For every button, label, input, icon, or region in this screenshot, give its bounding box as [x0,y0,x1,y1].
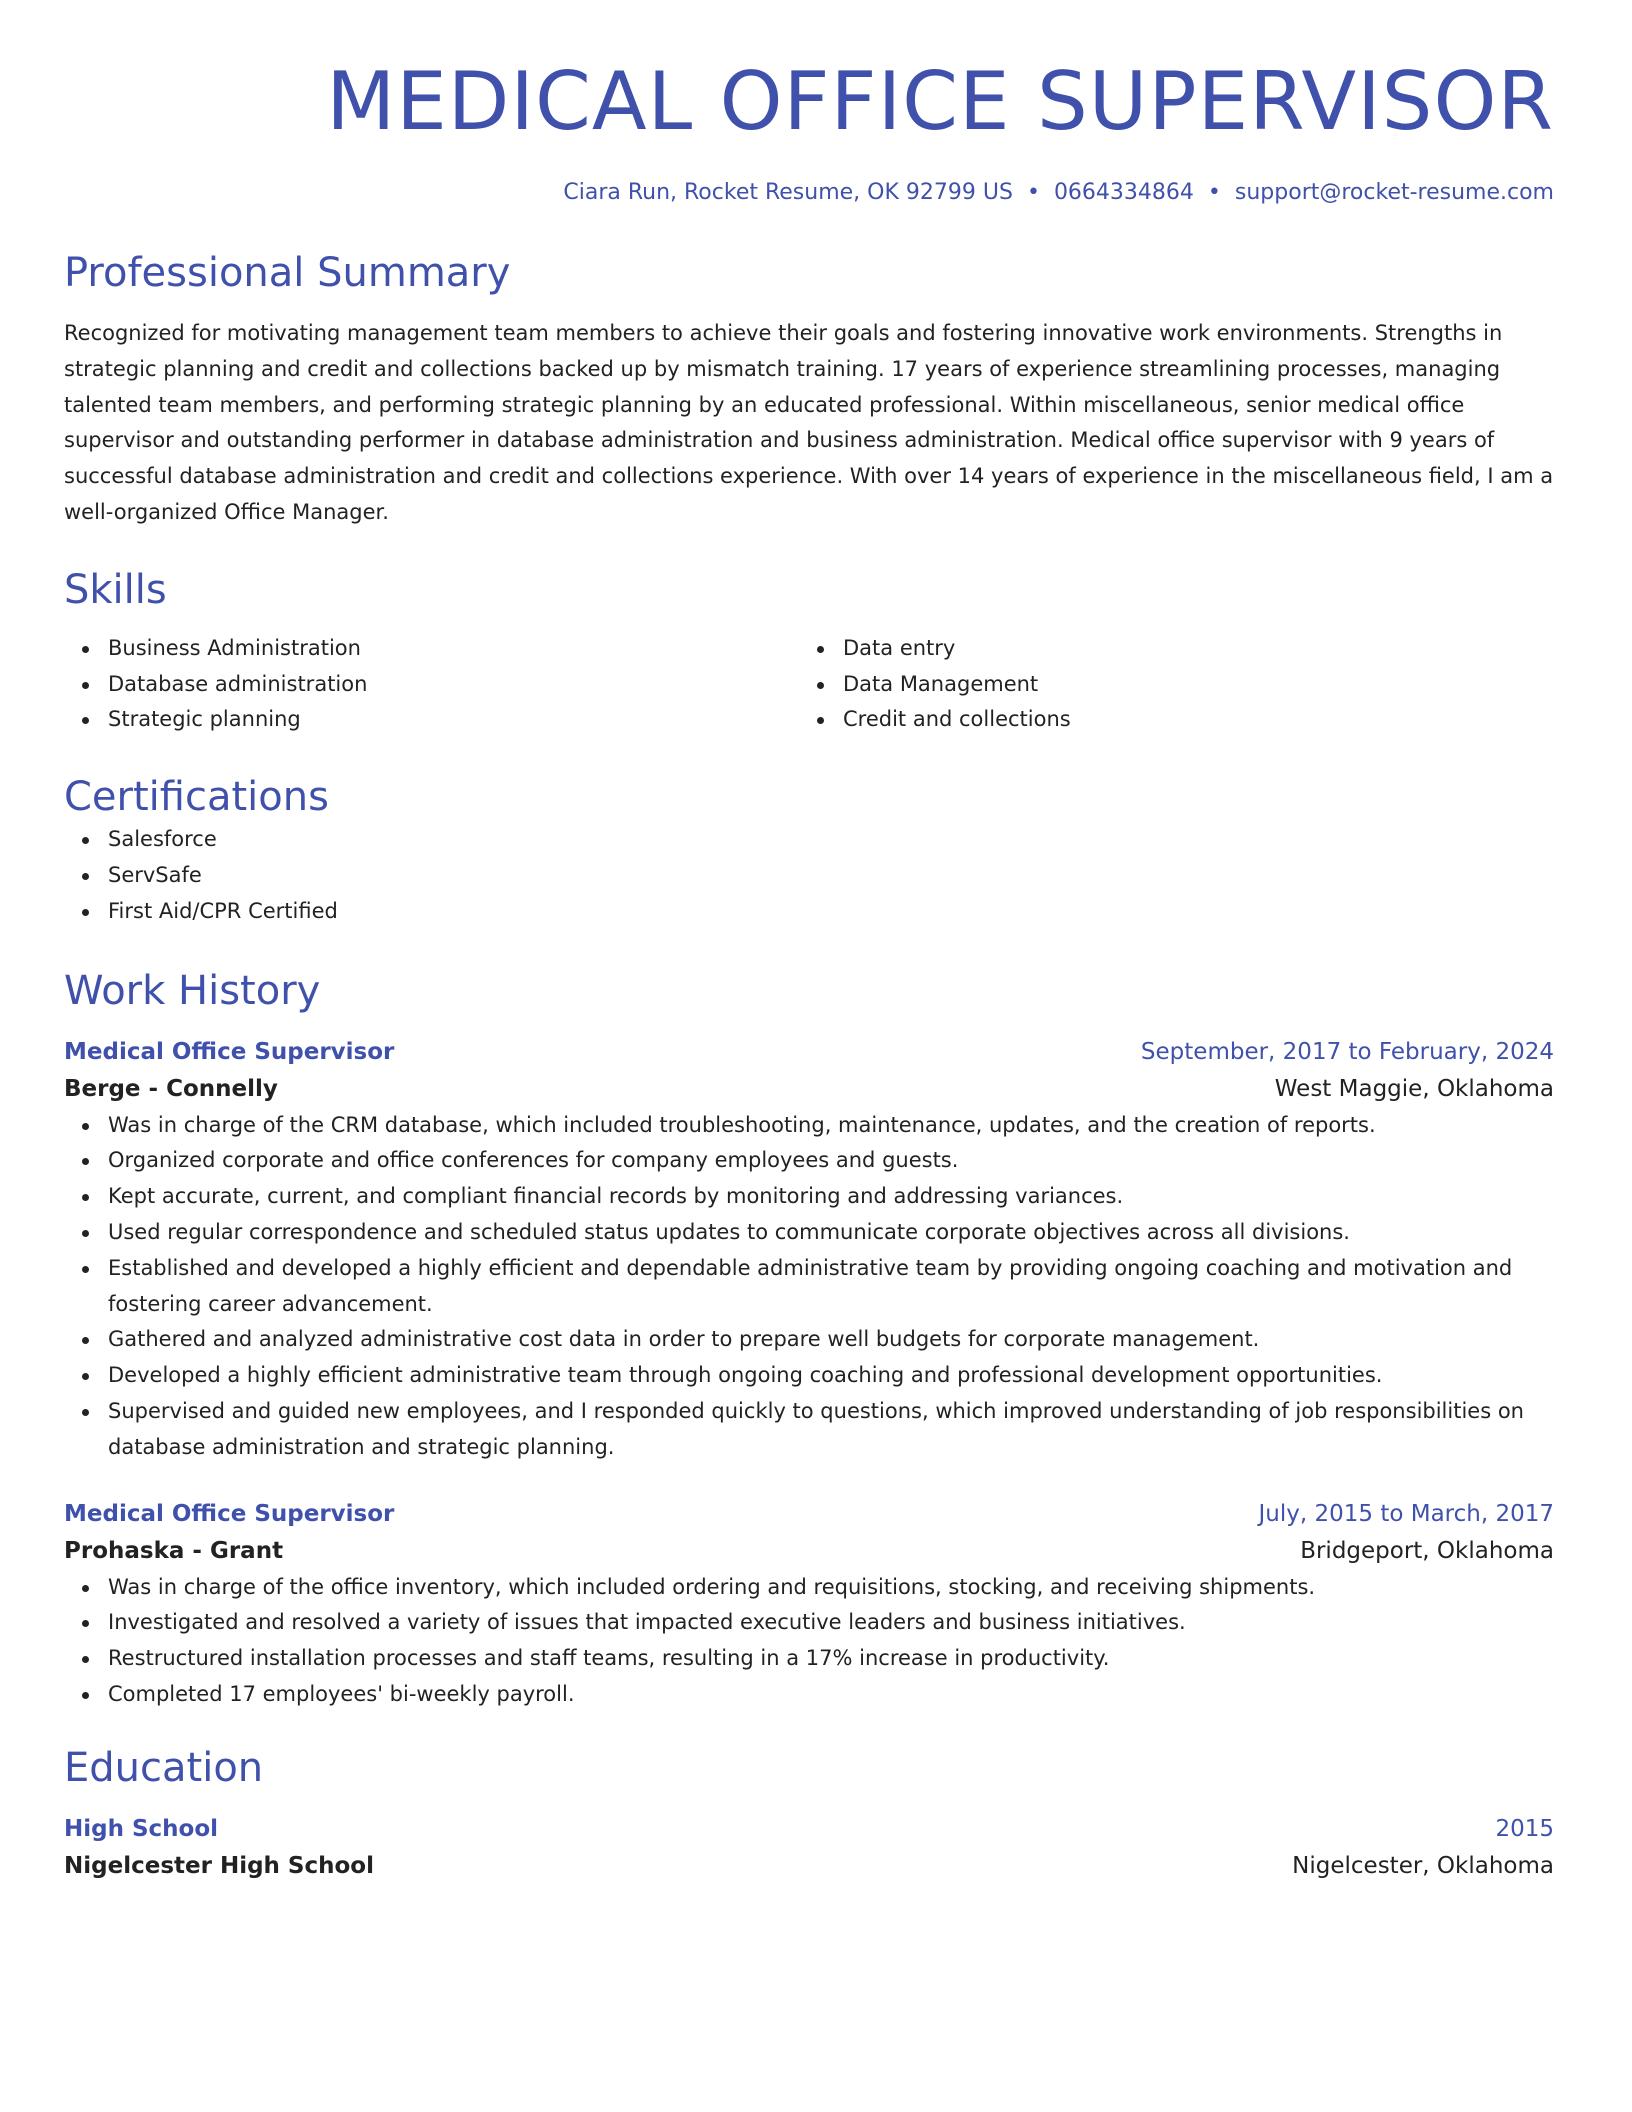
job-duty: Was in charge of the CRM database, which included troubleshooting, maintenance, updates, and the creation of reports. [108,1108,1554,1144]
work-history-heading: Work History [64,967,321,1014]
skill-item: Business Administration [108,631,799,667]
certifications-list [64,822,1554,929]
job-duty: Investigated and resolved a variety of issues that impacted executive leaders and business initiatives. [108,1605,1554,1641]
certifications-heading: Certifications [64,774,329,821]
skill-item: Strategic planning [108,702,799,738]
skills-heading: Skills [64,566,167,613]
education-entry [64,1811,1554,1885]
job-duties-list [64,1108,1554,1466]
job-title: Medical Office Supervisor [64,1038,395,1065]
job-company: Prohaska - Grant [64,1537,284,1564]
contact-phone: 0664334864 [1053,180,1194,205]
job-dates: July, 2015 to March, 2017 [1258,1500,1554,1527]
job-company: Berge - Connelly [64,1075,278,1102]
contact-separator: • [1026,180,1040,205]
contact-line [64,178,1554,208]
summary-heading: Professional Summary [64,250,511,296]
job-duty: Kept accurate, current, and compliant financial records by monitoring and addressing variances. [108,1179,1554,1215]
job-duty: Supervised and guided new employees, and I responded quickly to questions, which improved understanding of job responsibilities on database administration and strategic planning. [108,1394,1554,1466]
job-duty: Was in charge of the office inventory, which included ordering and requisitions, stocking, and receiving shipments. [108,1570,1554,1606]
job-entry [64,1034,1554,1466]
skill-item: Data Management [843,667,1534,703]
skill-item: Data entry [843,631,1534,667]
contact-separator: • [1207,180,1221,205]
job-duty: Gathered and analyzed administrative cost data in order to prepare well budgets for corporate management. [108,1322,1554,1358]
education-heading: Education [64,1744,264,1791]
job-duties-list [64,1570,1554,1713]
job-duty: Established and developed a highly efficient and dependable administrative team by providing ongoing coaching and motivation and fostering career advancement. [108,1251,1554,1323]
skill-item: Database administration [108,667,799,703]
education-location: Nigelcester, Oklahoma [1292,1852,1554,1879]
skills-grid [64,631,1554,738]
certification-item: First Aid/CPR Certified [108,894,1554,930]
job-dates: September, 2017 to February, 2024 [1140,1038,1554,1065]
contact-email: support@rocket-resume.com [1234,180,1554,205]
job-duty: Used regular correspondence and scheduled status updates to communicate corporate objectives across all divisions. [108,1215,1554,1251]
resume-name: MEDICAL OFFICE SUPERVISOR [326,55,1554,148]
education-year: 2015 [1495,1815,1554,1842]
job-duty: Restructured installation processes and staff teams, resulting in a 17% increase in productivity. [108,1641,1554,1677]
summary-text: Recognized for motivating management team members to achieve their goals and fostering innovative work environments. Strengths in strategic planning and credit and collections backed up by mismatch training. 17 years of experience streamlining processes, managing talented team members, and performing strategic planning by an educated professional. Within miscellaneous, senior medical office supervisor and outstanding performer in database administration and business administration. Medical office supervisor with 9 years of successful database administration and credit and collections experience. With over 14 years of experience in the miscellaneous field, I am a well-organized Office Manager. [64,321,1554,524]
job-entry [64,1496,1554,1713]
skills-column-left [64,631,799,738]
certification-item: ServSafe [108,858,1554,894]
job-duty: Developed a highly efficient administrative team through ongoing coaching and professional development opportunities. [108,1358,1554,1394]
skills-column-right [799,631,1534,738]
job-location: Bridgeport, Oklahoma [1300,1537,1554,1564]
job-duty: Organized corporate and office conferences for company employees and guests. [108,1143,1554,1179]
job-location: West Maggie, Oklahoma [1274,1075,1554,1102]
contact-address: Ciara Run, Rocket Resume, OK 92799 US [563,180,1013,205]
education-school: Nigelcester High School [64,1852,374,1879]
job-duty: Completed 17 employees' bi-weekly payroll. [108,1677,1554,1713]
certification-item: Salesforce [108,822,1554,858]
skill-item: Credit and collections [843,702,1534,738]
job-title: Medical Office Supervisor [64,1500,395,1527]
education-degree: High School [64,1815,219,1842]
resume-page [64,50,1554,1885]
